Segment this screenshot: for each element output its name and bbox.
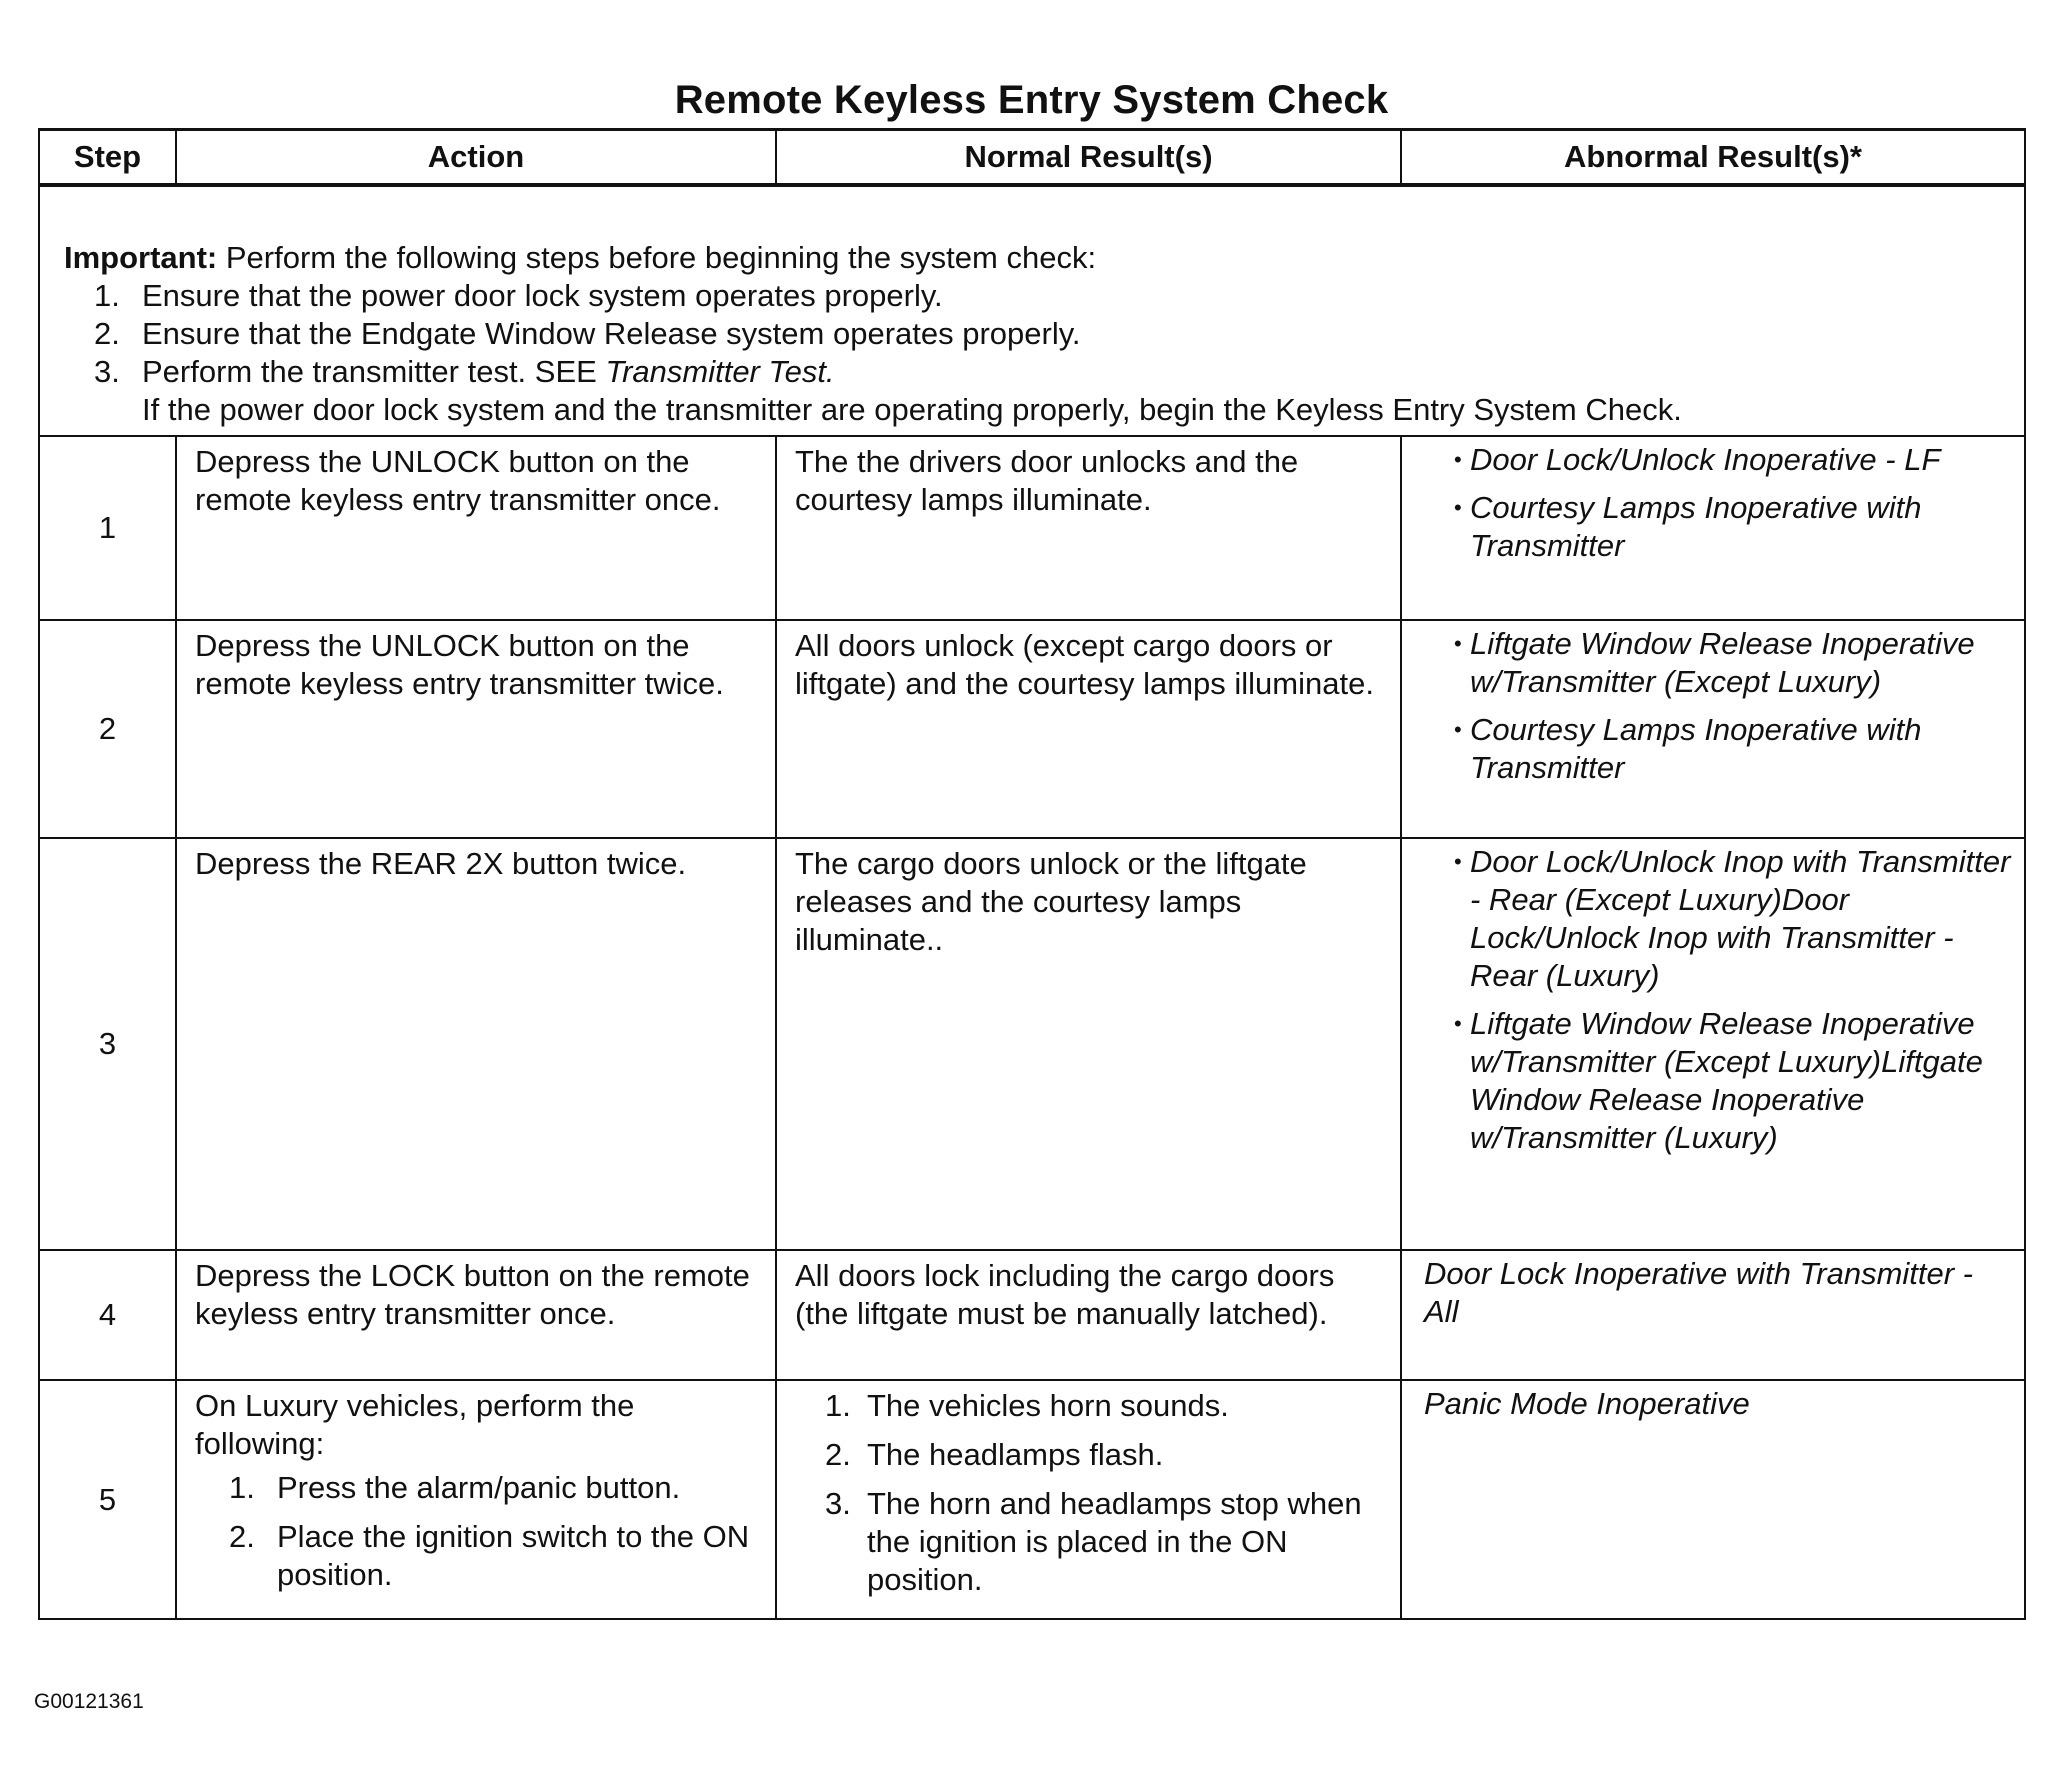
normal-result-cell — [776, 1250, 1401, 1380]
bullet-icon: • — [1454, 495, 1462, 520]
action-text: Depress the LOCK button on the remote keyless entry transmitter once. — [195, 1258, 750, 1331]
table-row — [39, 1380, 2025, 1619]
list-number: 1. — [94, 278, 120, 313]
normal-result-cell — [776, 620, 1401, 838]
important-row — [39, 185, 2025, 436]
abnormal-result-cell — [1401, 1380, 2025, 1619]
list-text: Ensure that the Endgate Window Release system operates properly. — [142, 316, 1081, 351]
bullet-icon: • — [1454, 717, 1462, 742]
list-item — [64, 353, 2024, 391]
table-row — [39, 620, 2025, 838]
list-number: 1. — [825, 1388, 851, 1423]
normal-result-text: All doors lock including the cargo doors (the liftgate must be manually latched). — [795, 1258, 1335, 1331]
list-item — [195, 1518, 757, 1594]
abnormal-result-link[interactable]: Courtesy Lamps Inoperative with Transmitter — [1470, 490, 1922, 563]
list-number: 3. — [825, 1486, 851, 1521]
list-text: The vehicles horn sounds. — [867, 1388, 1229, 1423]
important-trailer: If the power door lock system and the transmitter are operating properly, begin the Keyless Entry System Check. — [142, 392, 1682, 427]
important-note — [39, 185, 2025, 436]
action-text: On Luxury vehicles, perform the following: — [195, 1388, 635, 1461]
abnormal-result-link[interactable]: Door Lock/Unlock Inoperative - LF — [1470, 442, 1941, 477]
table-row — [39, 838, 2025, 1250]
normal-result-text: All doors unlock (except cargo doors or liftgate) and the courtesy lamps illuminate. — [795, 628, 1374, 701]
important-intro — [64, 239, 2024, 277]
header-normal-results: Normal Result(s) — [776, 130, 1401, 186]
normal-results-list — [785, 1387, 1382, 1599]
action-cell — [176, 1380, 776, 1619]
header-abnormal-results: Abnormal Result(s)* — [1401, 130, 2025, 186]
list-item — [1414, 711, 2012, 787]
abnormal-result-link[interactable]: Door Lock/Unlock Inop with Transmitter - Rear (Except Luxury)Door Lock/Unlock Inop with Transmitter - Rear (Luxury) — [1470, 844, 2011, 993]
system-check-table — [38, 128, 2026, 1620]
transmitter-test-reference: Transmitter Test. — [605, 354, 835, 389]
list-number: 2. — [94, 316, 120, 351]
list-item — [1414, 1005, 2012, 1157]
important-label: Important: — [64, 240, 218, 275]
step-number: 4 — [39, 1250, 176, 1380]
list-item — [1414, 489, 2012, 565]
list-item — [64, 315, 2024, 353]
list-item — [195, 1469, 757, 1507]
list-item — [785, 1485, 1382, 1599]
action-cell — [176, 1250, 776, 1380]
list-number: 2. — [825, 1437, 851, 1472]
list-item — [1414, 843, 2012, 995]
abnormal-result-cell — [1401, 838, 2025, 1250]
list-text: Perform the transmitter test. SEE — [142, 354, 606, 389]
action-text: Depress the UNLOCK button on the remote keyless entry transmitter twice. — [195, 628, 724, 701]
action-text: Depress the UNLOCK button on the remote keyless entry transmitter once. — [195, 444, 721, 517]
figure-id: G00121361 — [34, 1690, 144, 1713]
abnormal-result-link[interactable]: Liftgate Window Release Inoperative w/Transmitter (Except Luxury)Liftgate Window Release Inoperative w/Transmitter (Luxury) — [1470, 1006, 1983, 1155]
step-number: 3 — [39, 838, 176, 1250]
list-text: The horn and headlamps stop when the ignition is placed in the ON position. — [867, 1486, 1362, 1597]
list-item — [785, 1387, 1382, 1425]
bullet-icon: • — [1454, 447, 1462, 472]
important-steps-list — [64, 277, 2024, 391]
bullet-icon: • — [1454, 1011, 1462, 1036]
table-row — [39, 1250, 2025, 1380]
abnormal-result-link[interactable]: Courtesy Lamps Inoperative with Transmitter — [1470, 712, 1922, 785]
normal-result-cell — [776, 436, 1401, 620]
step-number: 1 — [39, 436, 176, 620]
list-item — [785, 1436, 1382, 1474]
header-step: Step — [39, 130, 176, 186]
abnormal-result-link[interactable]: Door Lock Inoperative with Transmitter - All — [1424, 1256, 1974, 1329]
list-item — [1414, 441, 2012, 479]
abnormal-result-link[interactable]: Liftgate Window Release Inoperative w/Transmitter (Except Luxury) — [1470, 626, 1975, 699]
bullet-icon: • — [1454, 849, 1462, 874]
table-row — [39, 436, 2025, 620]
list-text: Press the alarm/panic button. — [277, 1470, 681, 1505]
abnormal-result-cell — [1401, 436, 2025, 620]
table-header-row — [39, 130, 2025, 186]
list-text: Place the ignition switch to the ON position. — [277, 1519, 750, 1592]
action-cell — [176, 436, 776, 620]
header-action: Action — [176, 130, 776, 186]
step-number: 2 — [39, 620, 176, 838]
list-number: 3. — [94, 354, 120, 389]
action-cell — [176, 620, 776, 838]
list-text: The headlamps flash. — [867, 1437, 1164, 1472]
normal-result-text: The the drivers door unlocks and the courtesy lamps illuminate. — [795, 444, 1299, 517]
abnormal-result-cell — [1401, 620, 2025, 838]
action-cell — [176, 838, 776, 1250]
action-text: Depress the REAR 2X button twice. — [195, 846, 687, 881]
list-number: 1. — [229, 1470, 255, 1505]
normal-result-cell — [776, 838, 1401, 1250]
important-intro-text: Perform the following steps before beginning the system check: — [217, 240, 1097, 275]
action-steps-list — [195, 1469, 757, 1594]
list-number: 2. — [229, 1519, 255, 1554]
abnormal-result-cell — [1401, 1250, 2025, 1380]
abnormal-result-link[interactable]: Panic Mode Inoperative — [1424, 1386, 1750, 1421]
normal-result-cell — [776, 1380, 1401, 1619]
bullet-icon: • — [1454, 631, 1462, 656]
list-text: Ensure that the power door lock system operates properly. — [142, 278, 943, 313]
list-item — [1414, 625, 2012, 701]
list-item — [64, 277, 2024, 315]
page-title: Remote Keyless Entry System Check — [674, 78, 1389, 122]
normal-result-text: The cargo doors unlock or the liftgate releases and the courtesy lamps illuminate.. — [795, 846, 1307, 957]
step-number: 5 — [39, 1380, 176, 1619]
